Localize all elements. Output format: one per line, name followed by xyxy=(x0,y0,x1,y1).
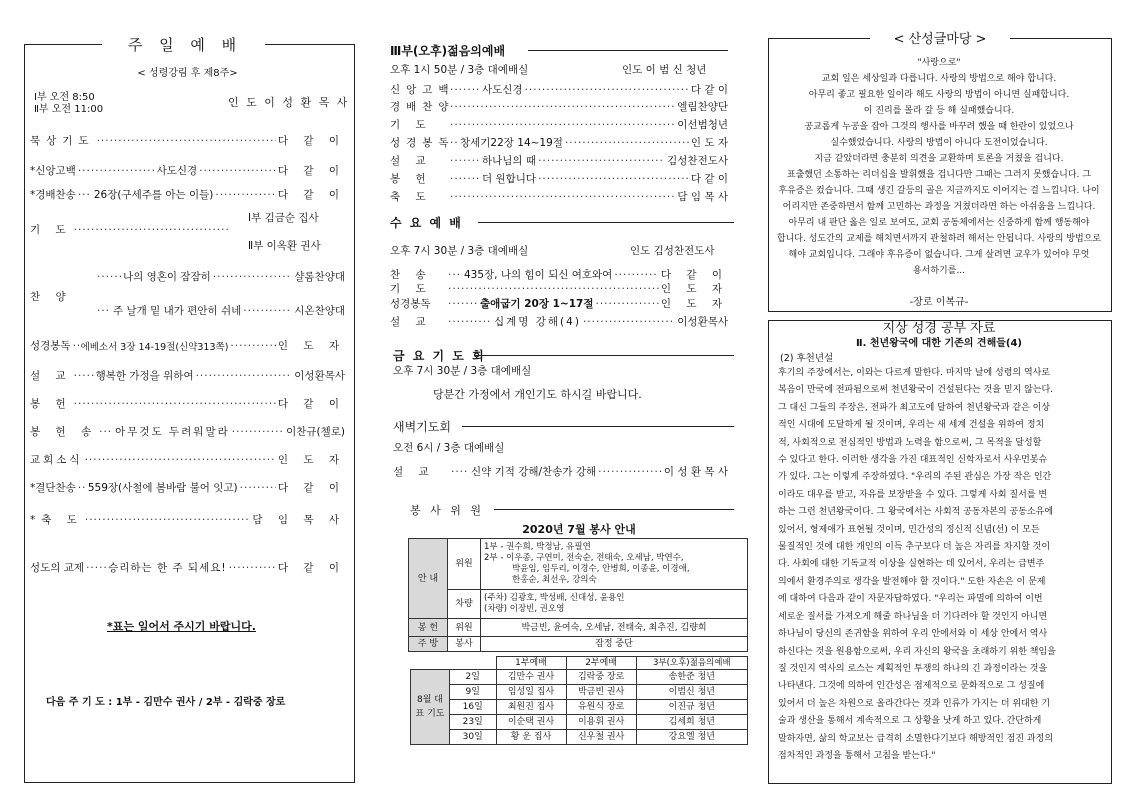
fri-title-line xyxy=(475,355,734,356)
leader-dots xyxy=(525,84,689,96)
anthem-1-choir: 샬롬찬양대 xyxy=(294,271,345,283)
item-right: 인 도 자 xyxy=(277,340,345,352)
item-label: 교회소식 xyxy=(30,454,83,466)
item-right: 인 도 자 xyxy=(277,454,345,466)
service-table-title: 2020년 7월 봉사 안내 xyxy=(522,523,636,536)
kitchen-cell: 주 방 xyxy=(409,637,448,652)
parking-cell: 차량 xyxy=(448,590,481,619)
item-right: 김성찬전도사 xyxy=(667,155,728,167)
leader-dots xyxy=(538,173,689,185)
dawn-item xyxy=(393,464,728,479)
wed-time: 오후 7시 30분 / 3층 대예배실 xyxy=(390,245,529,257)
leader-dots xyxy=(240,482,276,494)
fri-time: 오후 7시 30분 / 3층 대예배실 xyxy=(393,365,532,377)
service-table xyxy=(408,538,748,652)
left-leader: 인 도 이 성 환 목 사 xyxy=(228,96,350,109)
item-mid: 더 원합니다 xyxy=(482,173,537,185)
poem-line: 어리지만 존중하면서 함께 고민하는 과정을 거쳤더라면 하는 아쉬움을 느낍니다. xyxy=(782,202,1096,212)
s3-item xyxy=(390,135,728,150)
study-line: 점차적인 과정을 통해서 고침을 받는다." xyxy=(778,750,936,761)
item-label: *신앙고백 xyxy=(30,165,76,177)
left-panel-frame xyxy=(24,44,355,783)
item-label: 기 도 xyxy=(390,119,432,131)
parking-names-cell xyxy=(481,590,748,619)
study-line: 에 대하여 다음과 같이 자문자답하였다. "우리는 파멸에 의하여 이번 xyxy=(778,594,1043,605)
study-line: 적, 사회적으로 전심적인 방법과 노력을 함으로써, 그 목적을 달성할 xyxy=(778,437,1042,448)
item-mid: 십계명 강해(4) xyxy=(494,316,581,328)
left-item xyxy=(30,163,345,178)
leader-dots xyxy=(78,165,155,177)
header-cell: 3부(오후)젊음의예배 xyxy=(636,657,747,670)
study-line: 있어서, 형제애가 표현될 것이며, 민간성의 정신적 신념(선) 이 모든 xyxy=(778,524,1040,535)
cell: 황 운 집사 xyxy=(496,730,566,745)
leader-dots xyxy=(448,269,462,281)
leader-dots xyxy=(74,370,94,382)
item-mid: 사도신경 xyxy=(482,84,523,96)
leader-dots xyxy=(74,398,276,410)
cell: 이범신 청년 xyxy=(636,685,747,700)
prayer-row xyxy=(30,222,230,237)
item-label: *경배찬송 xyxy=(30,189,76,201)
item-label: 설 교 xyxy=(30,370,72,382)
study-subtitle: Ⅱ. 천년왕국에 대한 기존의 견해들(4) xyxy=(856,338,1022,349)
item-mid: 아무것도 두려워말라 xyxy=(115,426,230,438)
item-label: 기 도 xyxy=(390,283,432,295)
leader-dots xyxy=(565,137,689,149)
leader-dots xyxy=(97,271,121,283)
item-right: 담 임 목 사 xyxy=(252,514,345,526)
left-item xyxy=(30,424,345,439)
prayer-1: Ⅰ부 김금순 집사 xyxy=(248,212,319,224)
item-right: 이선범청년 xyxy=(677,119,728,131)
study-line: 하나님이 당신의 존귀함을 위하여 우리 안에서와 이 세상 안에서 역사 xyxy=(778,629,1048,640)
left-item xyxy=(30,452,345,467)
item-right: 엘림찬양단 xyxy=(677,101,728,113)
offering-cell: 봉 헌 xyxy=(409,619,448,637)
prayer-table xyxy=(410,656,748,745)
parking-line: (차량) 이장빈, 권오영 xyxy=(484,604,565,614)
item-right: 다 같 이 xyxy=(660,269,728,281)
study-line: 하는 그런 천년왕국이다. 그 왕국에서는 사회적 공동자본의 공동소유에 xyxy=(778,507,1054,518)
member-names-cell xyxy=(481,539,748,590)
anthem-1 xyxy=(95,269,345,284)
anthem-2 xyxy=(95,303,345,318)
poem-line: 표출했던 소통하는 리더십을 발휘했을 겁니다만 그때는 그러지 못했습니다. 그 xyxy=(787,170,1091,180)
cell: 이진규 청년 xyxy=(636,700,747,715)
s3-item xyxy=(390,82,728,97)
dawn-time: 오전 6시 / 3층 대예배실 xyxy=(393,442,505,454)
standing-note: *표는 일어서 주시기 바랍니다. xyxy=(107,620,256,633)
poem-line: 이 진리를 몰라 갈 등 해 실패했습니다. xyxy=(863,106,1015,116)
header-cell: 2부예배 xyxy=(566,657,636,670)
date-cell: 9일 xyxy=(450,685,497,700)
leader-dots xyxy=(86,562,106,574)
leader-dots xyxy=(448,283,659,295)
cell: 임성일 집사 xyxy=(496,685,566,700)
leader-dots xyxy=(583,316,675,328)
leader-dots xyxy=(450,119,675,131)
item-label: 성경봉독 xyxy=(390,137,455,149)
s3-item xyxy=(390,153,728,168)
fri-note: 당분간 가정에서 개인기도 하시길 바랍니다. xyxy=(433,388,642,401)
cell: 최원진 집사 xyxy=(496,700,566,715)
guide-cell: 안 내 xyxy=(409,539,448,619)
dawn-title: 새벽기도회 xyxy=(393,420,451,434)
item-mid: 사도신경 xyxy=(156,165,198,177)
item-right: 다 같 이 xyxy=(277,398,345,410)
poem-box-title: < 산성글마당 > xyxy=(870,28,1010,47)
study-line: 수 있다고 한다. 이러한 생각을 가진 대표적인 신학자로서 사우먼봇슈 xyxy=(778,455,1048,466)
table-row xyxy=(411,670,748,685)
item-right: 다 같 이 xyxy=(690,84,728,96)
study-body xyxy=(778,365,1104,765)
item-mid: 에베소서 3장 14-19절(신약313쪽) xyxy=(80,341,229,353)
member-cell: 위원 xyxy=(448,539,481,590)
item-label: 경배찬양 xyxy=(390,101,455,113)
leader-dots xyxy=(448,298,478,310)
header-cell: 1부예배 xyxy=(496,657,566,670)
item-right: 다 같 이 xyxy=(690,173,728,185)
cell: 신우철 권사 xyxy=(566,730,636,745)
member-line: 박윤임, 임두리, 이경수, 안병희, 이종윤, 이경애, xyxy=(512,564,690,574)
wed-title: 수 요 예 배 xyxy=(390,216,463,230)
study-line: 이라도 대우를 받고, 자유를 보장받을 수 있다. 그렇게 사회 질서를 변 xyxy=(778,489,1048,500)
cell: 이순택 권사 xyxy=(496,715,566,730)
s3-title: Ⅲ부(오후)젊음의예배 xyxy=(390,44,506,58)
item-label: 신앙고백 xyxy=(390,84,455,96)
leader-dots xyxy=(598,466,662,478)
cell: 이용휘 권사 xyxy=(566,715,636,730)
leader-dots xyxy=(229,562,276,574)
leader-dots xyxy=(451,466,469,478)
s3-item xyxy=(390,99,728,114)
poem-line: 지금 같았더라면 충분히 의견을 교환하며 토론을 거쳤을 겁니다. xyxy=(814,154,1064,164)
item-label: 봉 헌 송 xyxy=(30,426,98,438)
study-line: 물질적인 것에 대한 개인의 이득 추구보다 더 높은 자리를 차지할 것이 xyxy=(778,542,1051,553)
table-row xyxy=(411,685,748,700)
study-section: (2) 후천년설 xyxy=(780,353,834,364)
item-right: 인 도 자 xyxy=(690,137,728,149)
leader-dots xyxy=(450,101,675,113)
offering-member-cell: 위원 xyxy=(448,619,481,637)
study-line: 복음이 만국에 전파됨으로써 천년왕국이 건설된다는 것을 믿지 않는다. xyxy=(778,385,1054,396)
leader-dots xyxy=(450,191,675,203)
leader-dots xyxy=(78,189,92,201)
table-row xyxy=(411,730,748,745)
study-line: 후기의 주장에서는, 이와는 다르게 말한다. 마지막 날에 성령의 역사로 xyxy=(778,368,1051,378)
study-line: 다. 사회에 대한 기독교적 이상을 실현하는 데 있어서, 우리는 급변주 xyxy=(778,559,1045,570)
poem-line: 실수했었습니다. 사랑의 방법이 아니다 도전이었습니다. xyxy=(830,138,1048,148)
table-row xyxy=(409,539,748,590)
left-item xyxy=(30,133,345,148)
study-line: 의에서 환경주의로 생각을 발전해야 할 것이다." 도한 자손은 이 문제 xyxy=(778,576,1046,587)
offering-names-cell: 박금빈, 윤여숙, 오세남, 전태숙, 최추진, 김량희 xyxy=(481,619,748,637)
leader-dots xyxy=(538,155,665,167)
service-committee-title: 봉 사 위 원 xyxy=(410,504,484,517)
left-item xyxy=(30,368,345,383)
item-right: 인 도 자 xyxy=(660,283,728,295)
table-row xyxy=(411,700,748,715)
leader-dots xyxy=(450,137,458,149)
leader-dots xyxy=(614,269,659,281)
item-right: 다 같 이 xyxy=(277,562,345,574)
leader-dots xyxy=(448,316,492,328)
item-label: 성도의 교제 xyxy=(30,562,85,574)
poem-title: "사랑으로" xyxy=(917,58,961,68)
item-right: 이성환목사 xyxy=(677,316,728,328)
cell: 송한준 청년 xyxy=(636,670,747,685)
member-line: 1부 - 권수희, 박정남, 유필연 xyxy=(484,542,591,552)
table-row xyxy=(411,657,748,670)
table-row xyxy=(411,715,748,730)
left-item xyxy=(30,396,345,411)
date-cell: 30일 xyxy=(450,730,497,745)
poem-line: 아무리 내 판단 옳은 일로 보여도, 교회 공동체에서는 신중하게 함께 행동해야 xyxy=(788,218,1090,228)
anthem-2-title: 주 날개 밑 내가 편안히 쉬네 xyxy=(113,305,242,317)
table-row xyxy=(409,637,748,652)
item-mid: 26장(구세주를 아는 이들) xyxy=(93,189,214,201)
s3-time: 오후 1시 50분 / 3층 대예배실 xyxy=(390,64,529,76)
left-top-line-a xyxy=(24,44,102,45)
blank-cell xyxy=(411,657,450,670)
table-row xyxy=(409,619,748,637)
left-item xyxy=(30,560,345,575)
leader-dots xyxy=(78,482,86,494)
left-item xyxy=(30,512,345,527)
study-line: 적인 시대에 도달하게 될 것이며, 우리는 새 세계 건설을 위하여 정치 xyxy=(778,420,1045,431)
poem-line: 교회 일은 세상일과 다릅니다. 사랑의 방법으로 해야 합니다. xyxy=(821,74,1057,84)
item-mid: 창세기22장 14~19절 xyxy=(460,137,563,149)
left-item xyxy=(30,480,345,495)
wed-item xyxy=(390,281,728,296)
leader-dots xyxy=(196,370,293,382)
study-line: 세로운 질서를 가져오게 해줄 하나님을 더 기다려야 할 것인지 아니면 xyxy=(778,611,1048,622)
side-label-cell: 8월 대표 기도 xyxy=(411,670,450,745)
service-time-1: Ⅰ부 오전 8:50 xyxy=(34,92,95,103)
item-right: 이 성 환 목 사 xyxy=(663,466,728,478)
leader-dots xyxy=(450,84,480,96)
poem-line: 아무리 좋고 필요한 일이라 해도 사랑의 방법이 아니면 실패합니다. xyxy=(808,90,1070,100)
study-line: 나타낸다. 그것에 의하여 인간성은 점제적으로 문화적으로 그 성질에 xyxy=(778,681,1045,692)
poem-body xyxy=(772,71,1106,279)
item-right: 다 같 이 xyxy=(277,165,346,177)
study-line: 술과 생산을 통해서 계속적으로 그 상황을 낫게 하고 있다. 간단하게 xyxy=(778,716,1042,727)
item-right: 이성환목사 xyxy=(294,370,345,382)
date-cell: 16일 xyxy=(450,700,497,715)
leader-dots xyxy=(85,514,251,526)
item-label: 성경봉독 xyxy=(30,340,71,352)
item-mid: 승리하는 한 주 되세요! xyxy=(108,562,227,574)
fri-title: 금 요 기 도 회 xyxy=(393,349,486,363)
anthem-label: 찬 양 xyxy=(30,291,72,303)
anthem-2-choir: 시온찬양대 xyxy=(294,305,345,317)
wed-item xyxy=(390,296,728,311)
item-right: 인 도 자 xyxy=(660,298,728,310)
cell: 박금빈 권사 xyxy=(566,685,636,700)
cell: 김세희 청년 xyxy=(636,715,747,730)
study-line: 있어서 더 높은 차원으로 올라간다는 것과 인류가 가지는 더 위대한 기 xyxy=(778,698,1051,709)
study-line: 가 있다. 그는 이렇게 주장하였다. "우리의 주된 관심은 가장 작은 인간 xyxy=(778,472,1052,483)
item-label: 봉 헌 xyxy=(390,173,432,185)
leader-dots xyxy=(73,340,79,352)
poem-author: -장로 이복규- xyxy=(909,297,969,308)
item-right: 담 임 목 사 xyxy=(677,191,728,203)
service-time-2: Ⅱ부 오전 11:00 xyxy=(34,104,104,115)
study-line: 하신다는 것을 원용함으로써, 우리 자신의 왕국을 초래하기 위한 책임을 xyxy=(778,646,1056,657)
item-label: 설 교 xyxy=(393,466,435,478)
leader-dots xyxy=(74,224,228,236)
anthem-1-title: 나의 영혼이 잠잠히 xyxy=(123,271,211,283)
item-mid: 하나님의 때 xyxy=(482,155,537,167)
leader-dots xyxy=(232,426,284,438)
item-right: 이찬규(첼로) xyxy=(286,426,345,438)
item-label: 설 교 xyxy=(390,316,432,328)
item-mid: 출애굽기 20장 1~17절 xyxy=(480,298,594,310)
item-mid: 행복한 가정을 위하여 xyxy=(95,370,194,382)
dawn-title-line xyxy=(462,426,734,427)
parking-line: (주차) 김광호, 박성배, 신대성, 윤용인 xyxy=(484,593,625,603)
leader-dots xyxy=(243,305,292,317)
s3-item xyxy=(390,189,728,204)
item-label: *결단찬송 xyxy=(30,482,76,494)
leader-dots xyxy=(99,426,113,438)
s3-leader: 인도 이 범 신 청년 xyxy=(622,64,707,76)
left-item xyxy=(30,187,345,202)
next-week-prayer: 다음 주 기 도 : 1부 - 김만수 권사 / 2부 - 김락중 장로 xyxy=(46,697,286,708)
table-row xyxy=(409,590,748,619)
item-label: 성경봉독 xyxy=(390,298,431,310)
leader-dots xyxy=(215,189,276,201)
cell: 강요엘 청년 xyxy=(636,730,747,745)
leader-dots xyxy=(450,155,480,167)
s3-item xyxy=(390,171,728,186)
item-mid: 435장, 나의 힘이 되신 여호와여 xyxy=(464,269,613,281)
s3-item xyxy=(390,117,728,132)
wed-item xyxy=(390,267,728,282)
leader-dots xyxy=(450,173,480,185)
item-right: 다 같 이 xyxy=(277,135,345,147)
s3-title-line xyxy=(528,50,728,51)
member-line: 2부 - 이우종, 구연미, 전숙순, 전태숙, 오세남, 박연수, xyxy=(484,553,684,563)
leader-dots xyxy=(85,454,276,466)
wed-leader: 인도 김성찬전도사 xyxy=(630,245,715,257)
date-cell: 23일 xyxy=(450,715,497,730)
service-title-line xyxy=(494,509,734,510)
item-mid: 신약 기적 강해/찬송가 강해 xyxy=(471,466,597,478)
study-title: 지상 성경 공부 자료 xyxy=(882,321,996,336)
leader-dots xyxy=(230,340,275,352)
cell: 김락중 장로 xyxy=(566,670,636,685)
poem-line: 해야 교회입니다. 그래야 후유증이 없습니다. 그게 살려면 교우가 있어야 무엇 xyxy=(788,250,1090,260)
left-item xyxy=(30,338,345,353)
prayer-label: 기 도 xyxy=(30,224,72,236)
item-mid: 559장(사철에 봄바람 불어 잇고) xyxy=(87,482,238,494)
item-label: 찬 송 xyxy=(390,269,432,281)
poem-line: 합니다. 성도간의 교제를 해치면서까지 관철하려 해서는 안됩니다. 사랑의 방법으로 xyxy=(776,234,1102,244)
cell: 김만수 권사 xyxy=(496,670,566,685)
item-label: 설 교 xyxy=(390,155,432,167)
kitchen-value-cell: 잠정 중단 xyxy=(481,637,748,652)
item-label: 묵상기도 xyxy=(30,135,95,147)
item-label: 봉 헌 xyxy=(30,398,72,410)
study-line: 그 대신 그들의 주장은, 전파가 최고도에 달하여 천년왕국과 같은 이상 xyxy=(778,402,1051,413)
wed-title-line xyxy=(478,222,734,223)
study-line: 말하자면, 삶의 학교보는 급격히 소멸한다기보다 해방적인 점진 과정의 xyxy=(778,733,1054,744)
leader-dots xyxy=(596,298,659,310)
poem-line: 공교롭게 누공을 잡아 그것의 행사를 바꾸려 했을 때 한란이 있었으나 xyxy=(804,122,1074,132)
item-label: *축 도 xyxy=(30,514,83,526)
item-right: 다 같 이 xyxy=(277,482,345,494)
leader-dots xyxy=(213,271,292,283)
left-top-line-b xyxy=(265,44,354,45)
poem-line: 용서하기를... xyxy=(912,266,966,276)
blank-cell xyxy=(450,657,497,670)
item-right: 다 같 이 xyxy=(277,189,345,201)
leader-dots xyxy=(97,305,111,317)
member-line: 한홍순, 최선우, 강의숙 xyxy=(512,575,597,585)
cell: 유원식 장로 xyxy=(566,700,636,715)
kitchen-role-cell: 봉사 xyxy=(448,637,481,652)
study-line: 질 것인지 역사의 로스는 계획적인 투쟁의 하나의 긴 과정이라는 것을 xyxy=(778,663,1048,674)
item-label: 축 도 xyxy=(390,191,432,203)
poem-line: 후유증은 컸습니다. 그때 생긴 갈등의 골은 지금까지도 이어지는 걸 느낍니다. 나이 xyxy=(778,186,1100,196)
left-subtitle: < 성령강림 후 제8주> xyxy=(137,68,238,79)
leader-dots xyxy=(97,135,276,147)
wed-item xyxy=(390,314,728,329)
prayer-2: Ⅱ부 이옥환 권사 xyxy=(248,240,321,252)
date-cell: 2일 xyxy=(450,670,497,685)
left-title: 주 일 예 배 xyxy=(127,36,243,54)
leader-dots xyxy=(199,165,276,177)
